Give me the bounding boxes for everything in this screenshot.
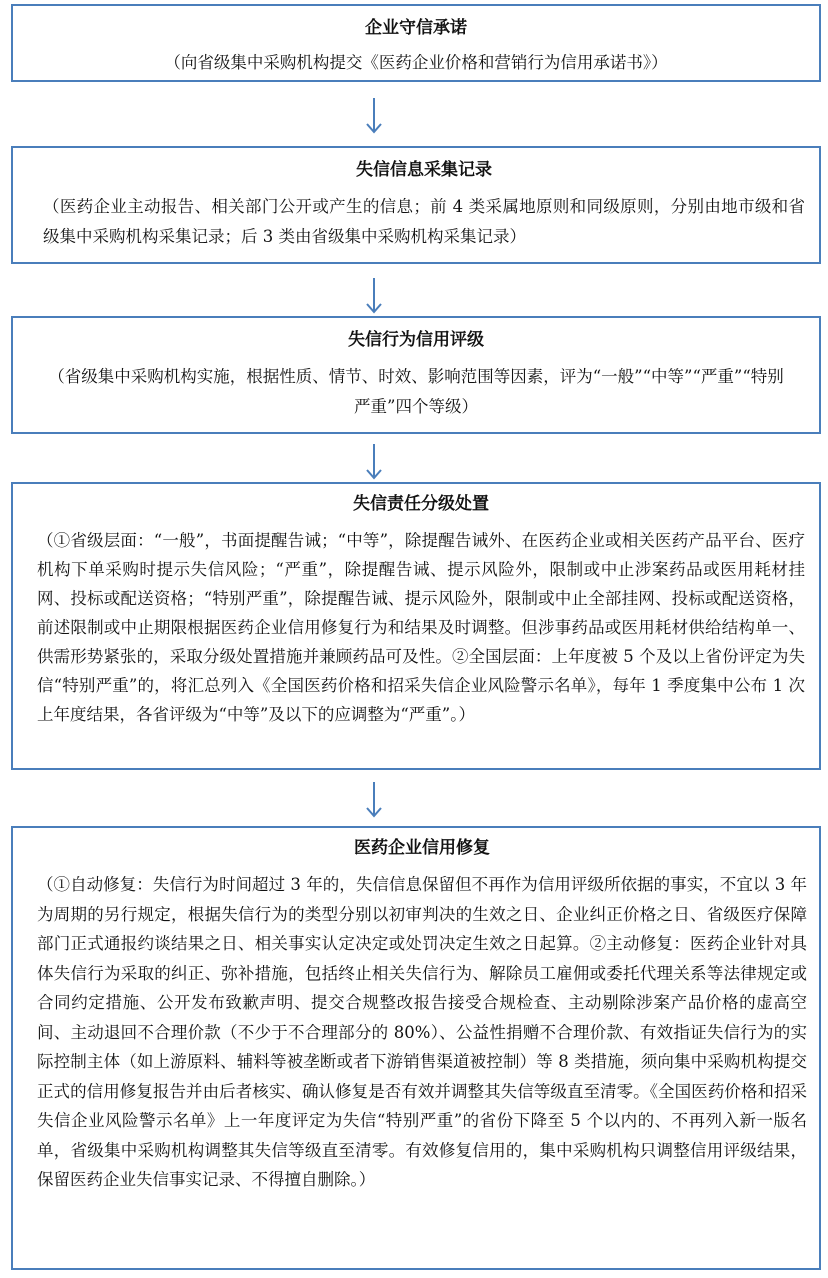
- step-box-repair: [11, 826, 821, 1270]
- flow-arrow-4: [366, 782, 382, 818]
- step-title-promise: 企业守信承诺: [365, 18, 467, 38]
- step-box-collection: [11, 146, 821, 264]
- flow-arrow-1: [366, 98, 382, 134]
- step-box-disposal: [11, 482, 821, 770]
- step-title-collection: 失信信息采集记录: [356, 160, 492, 180]
- step-body-promise: （向省级集中采购机构提交《医药企业价格和营销行为信用承诺书》）: [164, 53, 668, 72]
- step-title-rating: 失信行为信用评级: [348, 330, 484, 350]
- flow-arrow-2: [366, 278, 382, 314]
- step-body-disposal: （①省级层面：“一般”，书面提醒告诫；“中等”，除提醒告诫外、在医药企业或相关医药产品平台、医疗机构下单采购时提示失信风险；“严重”，除提醒告诫、提示风险外，限制或中止涉案药品或医用耗材挂网、投标或配送资格；“特别严重”，除提醒告诫、提示风险外，限制或中止全部挂网、投标或配送资格，前述限制或中止期限根据医药企业信用修复行为和结果及时调整。但涉事药品或医用耗材供给结构单一、供需形势紧张的，采取分级处置措施并兼顾药品可及性。②全国层面：上年度被 5 个及以上省份评定为失信“特别严重”的，将汇总列入《全国医药价格和招采失信企业风险警示名单》，每年 1 季度集中公布 1 次上年度结果，各省评级为“中等”及以下的应调整为“严重”。）: [37, 531, 805, 724]
- step-body-collection: （医药企业主动报告、相关部门公开或产生的信息；前 4 类采属地原则和同级原则，分别由地市级和省级集中采购机构采集记录；后 3 类由省级集中采购机构采集记录）: [43, 197, 805, 246]
- flow-arrow-3: [366, 444, 382, 480]
- step-body-rating: （省级集中采购机构实施，根据性质、情节、时效、影响范围等因素，评为“一般”“中等”“严重”“特别严重”四个等级）: [48, 367, 784, 416]
- step-box-rating: [11, 316, 821, 434]
- step-title-repair: 医药企业信用修复: [354, 838, 490, 858]
- step-body-repair: （①自动修复：失信行为时间超过 3 年的，失信信息保留但不再作为信用评级所依据的事实，不宜以 3 年为周期的另行规定，根据失信行为的类型分别以初审判决的生效之日、企业纠正价格之日、省级医疗保障部门正式通报约谈结果之日、相关事实认定决定或处罚决定生效之日起算。②主动修复：医药企业针对具体失信行为采取的纠正、弥补措施，包括终止相关失信行为、解除员工雇佣或委托代理关系等法律规定或合同约定措施、公开发布致歉声明、提交合规整改报告接受合规检查、主动剔除涉案产品价格的虚高空间、主动退回不合理价款（不少于不合理部分的 80%）、公益性捐赠不合理价款、有效指证失信行为的实际控制主体（如上游原料、辅料等被垄断或者下游销售渠道被控制）等 8 类措施，须向集中采购机构提交正式的信用修复报告并由后者核实、确认修复是否有效并调整其失信等级直至清零。《全国医药价格和招采失信企业风险警示名单》上一年度评定为失信“特别严重”的省份下降至 5 个以内的、不再列入新一版名单，省级集中采购机构调整其失信等级直至清零。有效修复信用的，集中采购机构只调整信用评级结果，保留医药企业失信事实记录、不得擅自删除。）: [37, 875, 807, 1189]
- step-box-promise: [11, 4, 821, 82]
- step-title-disposal: 失信责任分级处置: [353, 494, 489, 514]
